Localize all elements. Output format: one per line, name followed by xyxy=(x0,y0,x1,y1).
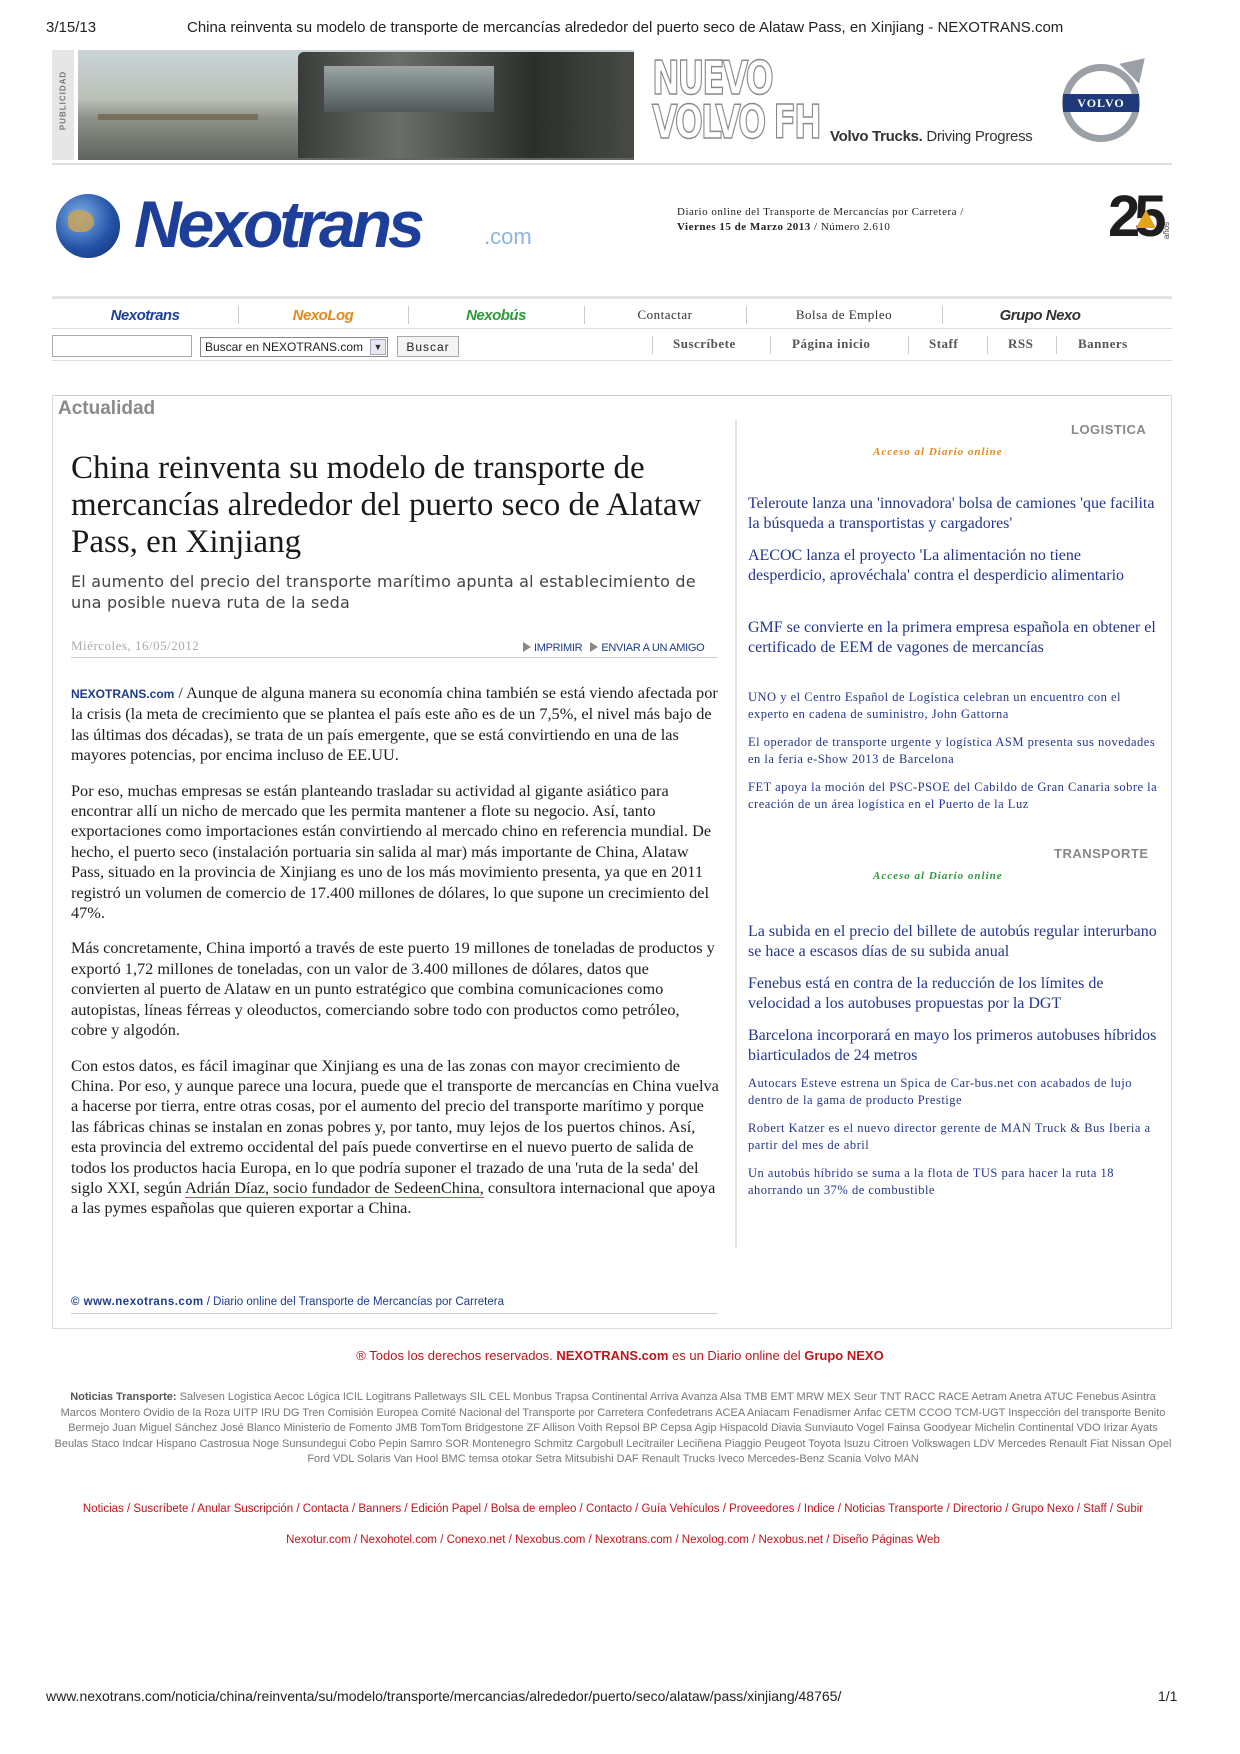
search-button[interactable]: Buscar xyxy=(397,336,459,357)
article-date: Miércoles, 16/05/2012 xyxy=(71,638,200,653)
email-friend-link[interactable]: ENVIAR A UN AMIGO xyxy=(601,642,705,654)
news-link[interactable]: El operador de transporte urgente y logística ASM presenta sus novedades en la feria e-Show 2013 de Barcelona xyxy=(748,735,1156,766)
news-link[interactable]: GMF se convierte en la primera empresa española en obtener el certificado de EEM de vagones de mercancías xyxy=(748,619,1156,656)
print-page-number: 1/1 xyxy=(1158,1688,1178,1704)
site-date: Viernes 15 de Marzo 2013 / Número 2.610 xyxy=(677,221,891,233)
article-subheadline: El aumento del precio del transporte marítimo apunta al establecimiento de una posible nueva ruta de la seda xyxy=(71,572,696,612)
logistica-access-link[interactable]: Acceso al Diario online xyxy=(873,446,1003,458)
credit-rule xyxy=(71,1313,718,1314)
tag-cloud: Noticias Transporte: Salvesen Logistica Aecoc Lógica ICIL Logitrans Palletways SIL CEL Monbus Trapsa Continental Arriva Avanza Alsa TMB EMT MRW MEX Seur TNT RACC RACE Aetram Anetra ATUC Fenebus Asintra Marcos Montero Ovidio de la Roza UITP IRU DG Tren Comisión Europea Comité Nacional del Transporte por Carretera Confedetrans ACEA Aniacam Fenadismer Anfac CETM CCOO TCM-UGT Inspección del transporte Benito Bermejo Juan Miguel Sánchez José Blanco Ministerio de Fomento JMB TomTom Bridgestone ZF Allison Voith Repsol BP Cepsa Agip Hispacold Diavia Sunviauto Vogel Fainsa Goodyear Michelin Continental VDO Irizar Ayats Beulas Staco Indcar Hispano Castrosua Noge Sunsundegui Cobo Pepin Samro SOR Montenegro Schmitz Cargobull Lecitrailer Leciñena Piaggio Peugeot Toyota Isuzu Citroen Volkswagen LDV Mercedes Renault Fiat Nissan Opel Ford VDL Solaris Van Hool BMC temsa otokar Setra Mitsubishi DAF Renault Trucks Iveco Mercedes-Benz Scania Volvo MAN xyxy=(54,1391,1172,1465)
anniversary-badge: 25 años xyxy=(1108,184,1172,249)
print-arrow-icon xyxy=(523,642,531,652)
article-headline: China reinventa su modelo de transporte de mercancías alrededor del puerto seco de Alataw Pass, en Xinjiang xyxy=(71,450,702,560)
sedeenchina-link[interactable]: Adrián Díaz, socio fundador de SedeenChina, xyxy=(184,1177,484,1197)
volvo-logo: VOLVO xyxy=(1062,64,1140,142)
nav-grupo-nexo[interactable]: Grupo Nexo xyxy=(999,306,1081,324)
ad-side-label: PUBLICIDAD xyxy=(52,50,74,160)
rights-group-link[interactable]: Grupo NEXO xyxy=(804,1348,884,1363)
globe-icon xyxy=(56,194,120,258)
article-paragraph: Con estos datos, es fácil imaginar que Xinjiang es una de las zonas con mayor crecimiento de China. Por eso, y aunque parece una locura, puede que el transporte de mercancías en China vuelva a hacerse por tierra, entre otras cosas, por el aumento del precio del transporte marítimo y porque las fábricas chinas se instalan en zonas pobres y, por tanto, muy lejos de los puertos chinos. Así, esta provincia del extremo occidental del país puede convertirse en el nuevo puerto de salida de todos los productos hacia Europa, en lo que podría suponer el trazado de una 'ruta de la seda' del siglo XXI, según Adrián Díaz, socio fundador de SedeenChina, consultora internacional que apoya a las pymes españolas que quieren exportar a China. xyxy=(71,1055,719,1218)
news-link[interactable]: La subida en el precio del billete de autobús regular interurbano se hace a escasos días de su subida anual xyxy=(748,923,1157,960)
article-tools xyxy=(523,642,712,654)
column-divider xyxy=(735,420,737,1248)
ad-slogan: Volvo Trucks. Driving Progress xyxy=(830,128,1033,145)
nav-contactar[interactable]: Contactar xyxy=(637,307,693,322)
print-url: www.nexotrans.com/noticia/china/reinventa/su/modelo/transporte/mercancias/alrededor/puerto/seco/alataw/pass/xinjiang/48765/ xyxy=(46,1688,842,1704)
nav-nexolog[interactable]: NexoLog xyxy=(292,306,354,324)
ad-headline: NUEVO VOLVO FH xyxy=(652,51,820,149)
news-link[interactable]: UNO y el Centro Español de Logística celebran un encuentro con el experto en cadena de suministro, John Gattorna xyxy=(748,690,1122,721)
nav-nexotrans[interactable]: Nexotrans xyxy=(110,306,180,324)
article-paragraph: NEXOTRANS.com / Aunque de alguna manera su economía china también se está viendo afectada por la crisis (la meta de crecimiento que se plantea el país este año es de un 7,5%, el nivel más bajo de las últimas dos décadas), se trata de un país emergente, que se está convirtiendo en una de las mayores potencias, por encima incluso de EE.UU. xyxy=(71,683,718,765)
nav-nexobus[interactable]: Nexobús xyxy=(466,306,526,324)
news-link[interactable]: Teleroute lanza una 'innovadora' bolsa de camiones 'que facilita la búsqueda a transportistas y cargadores' xyxy=(748,495,1155,532)
email-arrow-icon xyxy=(590,642,598,652)
logo-suffix: .com xyxy=(484,224,532,249)
news-link[interactable]: Fenebus está en contra de la reducción de los límites de velocidad a los autobuses propuestas por la DGT xyxy=(748,975,1104,1012)
article-paragraph: Por eso, muchas empresas se están planteando trasladar su actividad al gigante asiático para encontrar allí un nicho de mercado que les permita mantener a flote su negocio. Así, tanto exportaciones como importaciones están convirtiendo al mercado chino en referencia mundial. De hecho, el puerto seco (instalación portuaria sin salida al mar) más importante de China, Alataw Pass, situado en la provincia de Xinjiang es uno de los más movimiento presenta, ya que en 2011 registró un volumen de comercio de 17.400 millones de dólares, lo que supone un crecimiento del 47%. xyxy=(71,780,712,923)
arrow-up-icon xyxy=(1136,210,1156,228)
news-link[interactable]: Autocars Esteve estrena un Spica de Car-bus.net con acabados de lujo dentro de la gama de producto Prestige xyxy=(748,1076,1132,1107)
ad-truck-photo xyxy=(78,50,634,160)
main-nav xyxy=(52,302,1172,328)
nav-suscribete[interactable]: Suscríbete xyxy=(673,336,736,351)
nav-bolsa-empleo[interactable]: Bolsa de Empleo xyxy=(795,307,893,322)
section-label: Actualidad xyxy=(58,398,156,419)
rights-site-link[interactable]: NEXOTRANS.com xyxy=(556,1348,669,1363)
site-tagline: Diario online del Transporte de Mercancías por Carretera / xyxy=(677,206,964,218)
nav-pagina-inicio[interactable]: Página inicio xyxy=(792,336,871,351)
search-scope-select[interactable]: Buscar en NEXOTRANS.com ▼ xyxy=(200,337,388,357)
print-date: 3/15/13 xyxy=(46,19,97,36)
site-logo[interactable] xyxy=(56,187,536,261)
logo-wordmark: Nexotrans xyxy=(134,187,421,261)
nav-banners[interactable]: Banners xyxy=(1078,336,1128,351)
news-link[interactable]: AECOC lanza el proyecto 'La alimentación no tiene desperdicio, aprovéchala' contra el desperdicio alimentario xyxy=(748,547,1125,584)
date-rule xyxy=(71,657,718,658)
chevron-down-icon: ▼ xyxy=(370,339,386,355)
nav-rss[interactable]: RSS xyxy=(1008,336,1034,351)
sidebar-category-transporte: TRANSPORTE xyxy=(1054,846,1149,861)
print-title: China reinventa su modelo de transporte de mercancías alrededor del puerto seco de Alataw Pass, en Xinjiang - NEXOTRANS.com xyxy=(187,19,1064,36)
article-credit: © www.nexotrans.com / Diario online del Transporte de Mercancías por Carretera xyxy=(71,1296,504,1308)
print-link[interactable]: IMPRIMIR xyxy=(534,642,583,654)
article-source: NEXOTRANS.com xyxy=(71,687,175,701)
search-input[interactable] xyxy=(52,335,192,357)
news-link[interactable]: Barcelona incorporará en mayo los primeros autobuses híbridos biarticulados de 24 metros xyxy=(748,1027,1157,1064)
news-link[interactable]: FET apoya la moción del PSC-PSOE del Cabildo de Gran Canaria sobre la creación de un área logística en el Puerto de la Luz xyxy=(748,780,1158,811)
article-paragraph: Más concretamente, China importó a través de este puerto 19 millones de toneladas de productos y exportó 1,72 millones de toneladas, con un valor de 3.400 millones de dólares, datos que convierten al puerto de Alataw en un punto estratégico que combina comunicaciones como autopistas, líneas férreas y oleoductos, comerciando sobre todo con productos como petróleo, cobre y algodón. xyxy=(71,938,715,1040)
rights-notice: ® Todos los derechos reservados. NEXOTRANS.com es un Diario online del Grupo NEXO xyxy=(356,1348,884,1363)
news-link[interactable]: Robert Katzer es el nuevo director gerente de MAN Truck & Bus Iberia a partir del mes de abril xyxy=(748,1121,1151,1152)
footer-links[interactable]: Noticias / Suscríbete / Anular Suscripción / Contacta / Banners / Edición Papel / Bolsa de empleo / Contacto / Guía Vehículos / Proveedores / Indice / Noticias Transporte / Directorio / Grupo Nexo / Staff / Subir xyxy=(82,1503,1144,1515)
news-link[interactable]: Un autobús híbrido se suma a la flota de TUS para hacer la ruta 18 ahorrando un 37% de combustible xyxy=(748,1166,1115,1197)
footer-sites[interactable]: Nexotur.com / Nexohotel.com / Conexo.net / Nexobus.com / Nexotrans.com / Nexolog.com / Nexobus.net / Diseño Páginas Web xyxy=(286,1534,940,1546)
transporte-access-link[interactable]: Acceso al Diario online xyxy=(873,870,1003,882)
article-body xyxy=(71,683,719,1234)
ad-banner[interactable] xyxy=(52,50,1174,160)
sidebar-category-logistica: LOGISTICA xyxy=(1071,422,1147,437)
tag-links[interactable]: Salvesen Logistica Aecoc Lógica ICIL Logitrans Palletways SIL CEL Monbus Trapsa Continental Arriva Avanza Alsa TMB EMT MRW MEX Seur TNT RACC RACE Aetram Anetra ATUC Fenebus Asintra Marcos Montero Ovidio de la Roza UITP IRU DG Tren Comisión Europea Comité Nacional del Transporte por Carretera Confedetrans ACEA Aniacam Fenadismer Anfac CETM CCOO TCM-UGT Inspección del transporte Benito Bermejo Juan Miguel Sánchez José Blanco Ministerio de Fomento JMB TomTom Bridgestone ZF Allison Voith Repsol BP Cepsa Agip Hispacold Diavia Sunviauto Vogel Fainsa Goodyear Michelin Continental VDO Irizar Ayats Beulas Staco Indcar Hispano Castrosua Noge Sunsundegui Cobo Pepin Samro SOR Montenegro Schmitz Cargobull Lecitrailer Leciñena Piaggio Peugeot Toyota Isuzu Citroen Volkswagen LDV Mercedes Renault Fiat Nissan Opel Ford VDL Solaris Van Hool BMC temsa otokar Setra Mitsubishi DAF Renault Trucks Iveco Mercedes-Benz Scania Volvo MAN xyxy=(54,1391,1172,1465)
nav-staff[interactable]: Staff xyxy=(929,336,959,351)
